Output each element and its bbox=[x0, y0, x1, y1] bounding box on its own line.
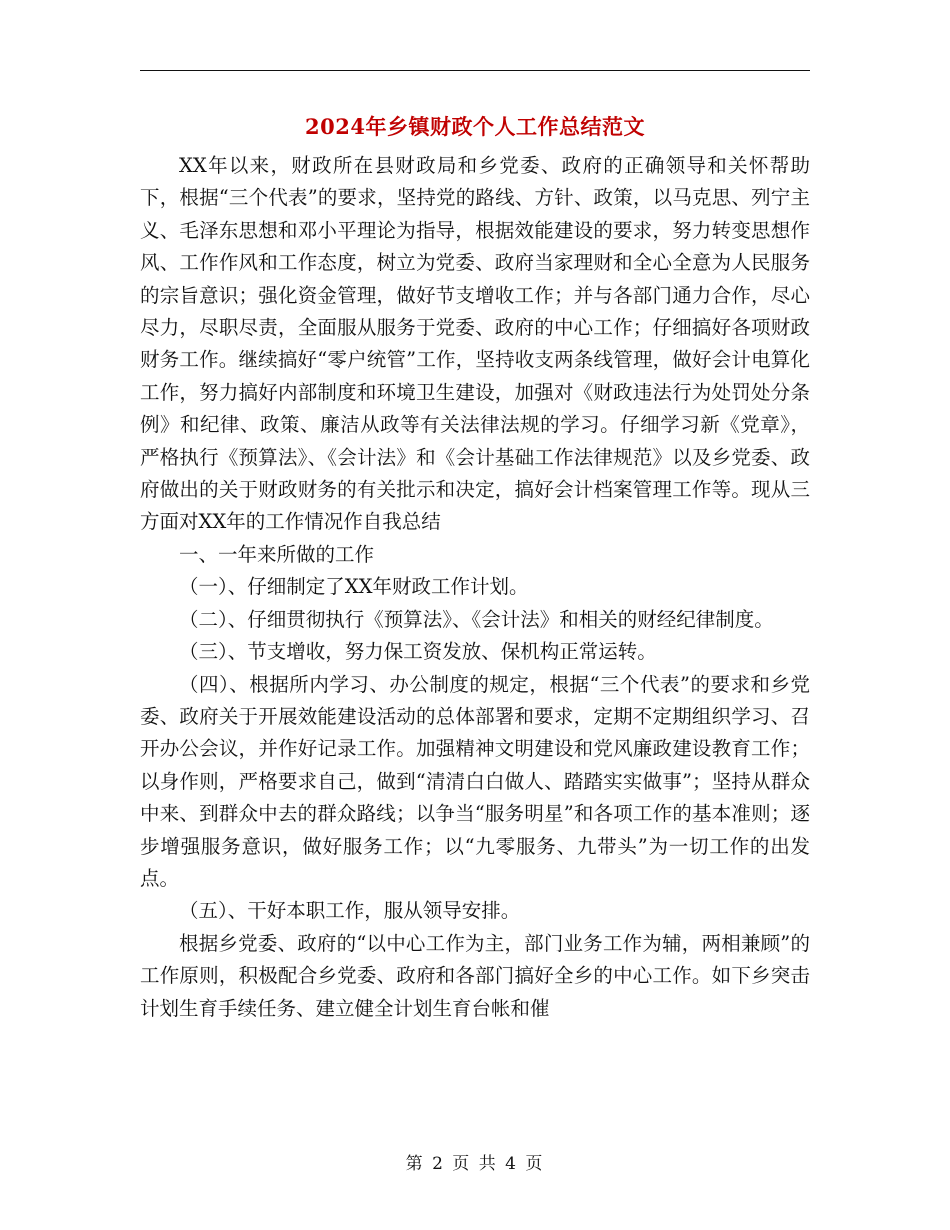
section-heading: 一、一年来所做的工作 bbox=[179, 542, 375, 566]
paragraph: 根据乡党委、政府的“以中心工作为主，部门业务工作为辅，两相兼顾”的工作原则，积极配合乡党委、政府和各部门搞好全乡的中心工作。如下乡突击计划生育手续任务、建立健全计划生育台帐和催 bbox=[140, 931, 810, 1020]
document-body bbox=[140, 150, 810, 1025]
paragraph-intro: XX年以来，财政所在县财政局和乡党委、政府的正确领导和关怀帮助下，根据“三个代表”的要求，坚持党的路线、方针、政策，以马克思、列宁主义、毛泽东思想和邓小平理论为指导，根据效能建设的要求，努力转变思想作风、工作作风和工作态度，树立为党委、政府当家理财和全心全意为人民服务的宗旨意识；强化资金管理，做好节支增收工作；并与各部门通力合作，尽心尽力，尽职尽责，全面服从服务于党委、政府的中心工作；仔细搞好各项财政财务工作。继续搞好“零户统管”工作，坚持收支两条线管理，做好会计电算化工作，努力搞好内部制度和环境卫生建设，加强对《财政违法行为处罚处分条例》和纪律、政策、廉洁从政等有关法律法规的学习。仔细学习新《党章》，严格执行《预算法》、《会计法》和《会计基础工作法律规范》以及乡党委、政府做出的关于财政财务的有关批示和决定，搞好会计档案管理工作等。现从三方面对XX年的工作情况作自我总结 bbox=[140, 154, 810, 534]
list-item: （五）、干好本职工作，服从领导安排。 bbox=[179, 899, 521, 923]
list-item: （二）、仔细贯彻执行《预算法》、《会计法》和相关的财经纪律制度。 bbox=[179, 607, 774, 631]
list-item: （一）、仔细制定了XX年财政工作计划。 bbox=[179, 575, 529, 599]
header-rule bbox=[140, 70, 810, 71]
list-item: （三）、节支增收，努力保工资发放、保机构正常运转。 bbox=[179, 640, 657, 664]
list-item: （四）、根据所内学习、办公制度的规定，根据“三个代表”的要求和乡党委、政府关于开展效能建设活动的总体部署和要求，定期不定期组织学习、召开办公会议，并作好记录工作。加强精神文明建设和党风廉政建设教育工作；以身作则，严格要求自己，做到“清清白白做人、踏踏实实做事”；坚持从群众中来、到群众中去的群众路线；以争当“服务明星”和各项工作的基本准则；逐步增强服务意识，做好服务工作；以“九零服务、九带头”为一切工作的出发点。 bbox=[140, 672, 810, 890]
page-number: 第 2 页 共 4 页 bbox=[405, 1154, 545, 1174]
document-title: 2024年乡镇财政个人工作总结范文 bbox=[305, 114, 645, 139]
